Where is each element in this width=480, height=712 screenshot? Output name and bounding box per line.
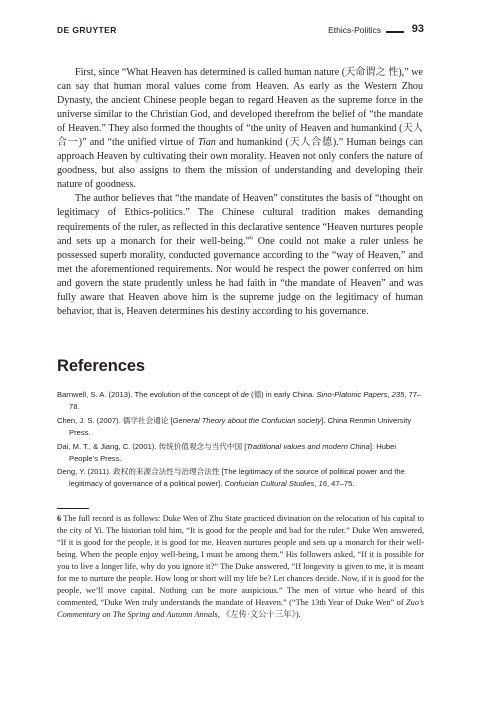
text-run: ,	[387, 390, 392, 399]
text-run: ,	[314, 479, 319, 489]
text-run: , 47–75.	[326, 479, 355, 489]
paragraph-1	[57, 66, 423, 192]
italic-text: Tian	[197, 137, 216, 149]
italic-text: 235	[391, 390, 405, 399]
text-run: ]. Hubei People’s Press.	[69, 441, 397, 463]
header-rule	[386, 31, 404, 33]
italic-text: de	[240, 390, 249, 399]
italic-text: Traditional values and modern China	[246, 441, 370, 451]
italic-text: Confucian Cultural Studies	[224, 479, 315, 489]
text-run: (德) in early China.	[248, 390, 317, 399]
italic-text: Zuo’s Commentary on The Spring and Autumn Annals	[57, 598, 424, 620]
text-run: Dai, M. T., & Jiang, C. (2001). 传统价值观念与当代中国 [	[57, 441, 247, 451]
paragraph-2	[57, 192, 423, 318]
publisher-name: DE GRUYTER	[57, 25, 117, 35]
reference-item	[57, 466, 424, 490]
text-run: and humankind (天人合德).” Human beings can approach Heaven by cultivating their own morality. Heaven not only confers the nature of goodness, but also assigns to them the mission of understanding and developing their nature of goodness.	[57, 137, 423, 191]
footnote-marker[interactable]: 6	[250, 235, 254, 242]
reference-item	[57, 415, 424, 439]
paragraph-2-part-1: The author believes that “the mandate of Heaven” constitutes the basis of “thought on legitimacy of Ethics-politics.” The Chinese cultural tradition makes demanding requirements of the ruler, as reflected in this declarative sentence “Heaven nurtures people and sets up a monarch for their well-being.”	[57, 193, 423, 247]
text-run: Deng, Y. (2011). 政权的来源合法性与治理合法性 [The legitimacy of the source of political power and the legitimacy of governance of a political power].	[57, 467, 405, 489]
text-run: , 《左传·文公十三年》).	[217, 610, 301, 620]
text-run: The full record is as follows: Duke Wen of Zhu State practiced divination on the relocation of his capital to the city of Yi. The historian told him, “It is good for the people and bad for the ruler.” Duke Wen answered, “If it is good for the people, it is good for me. Heaven nurtures people and sets up a monarch for their well-being. When the people enjoy well-being, I must be among them.” His followers asked, “If it is possible for you to live a longer life, why do you ignore it?” The Duke answered, “If longevity is given to me, it is meant for me to nurture the people. How long or short will my life be? Let chances decide. Now, if it is good for the people, we’ll move capital. Nothing can be more auspicious.” The men of virtue who heard of this commented, “Duke Wen truly understands the mandate of Heaven.” (“The 13th Year of Duke Wen” of	[57, 514, 424, 608]
italic-text: 16	[318, 479, 327, 489]
page-number: 93	[411, 23, 424, 35]
running-title: Ethics-Politics	[328, 25, 381, 35]
text-run: Barnwell, S. A. (2013). The evolution of the concept of	[57, 390, 241, 399]
italic-text: Sino-Platonic Papers	[316, 390, 388, 399]
italic-text: General Theory about the Confucian society	[172, 415, 322, 425]
footnote	[57, 513, 424, 621]
footnote-text	[57, 514, 424, 619]
footnote-rule	[57, 508, 89, 509]
text-run: First, since “What Heaven has determined is called human nature (天命谓之 性),” we can say that human moral values come from Heaven. As early as the Western Zhou Dynasty, the ancient Chinese people began to regard Heaven as the supreme force in the universe similar to the Christian God, and developed therefrom the belief of “the mandate of Heaven.” They also formed the thoughts of “the unity of Heaven and humankind (天人合一)” and “the unified virtue of	[57, 67, 423, 149]
text-run: Chen, J. S. (2007). 儒学社会通论 [	[57, 415, 173, 425]
reference-item	[57, 441, 424, 465]
text-run: ]. China Renmin University Press.	[69, 415, 412, 437]
footnote-number: 6	[57, 514, 62, 523]
paragraph-2-part-2: One could not make a ruler unless he possessed superb morality, conducted governance according to the “way of Heaven,” and met the aforementioned requirements. Nor would he respect the power conferred on him and govern the state prudently unless he had faith in “the mandate of Heaven” and was fully aware that Heaven above him is the supreme judge on the legitimacy of human behavior, that is, Heaven determines his destiny according to his governance.	[57, 235, 423, 317]
body-text	[57, 66, 423, 319]
running-header	[57, 24, 424, 40]
reference-list	[57, 389, 424, 492]
reference-item	[57, 389, 424, 413]
references-heading: References	[57, 357, 145, 375]
text-run: , 77–78.	[69, 390, 422, 411]
